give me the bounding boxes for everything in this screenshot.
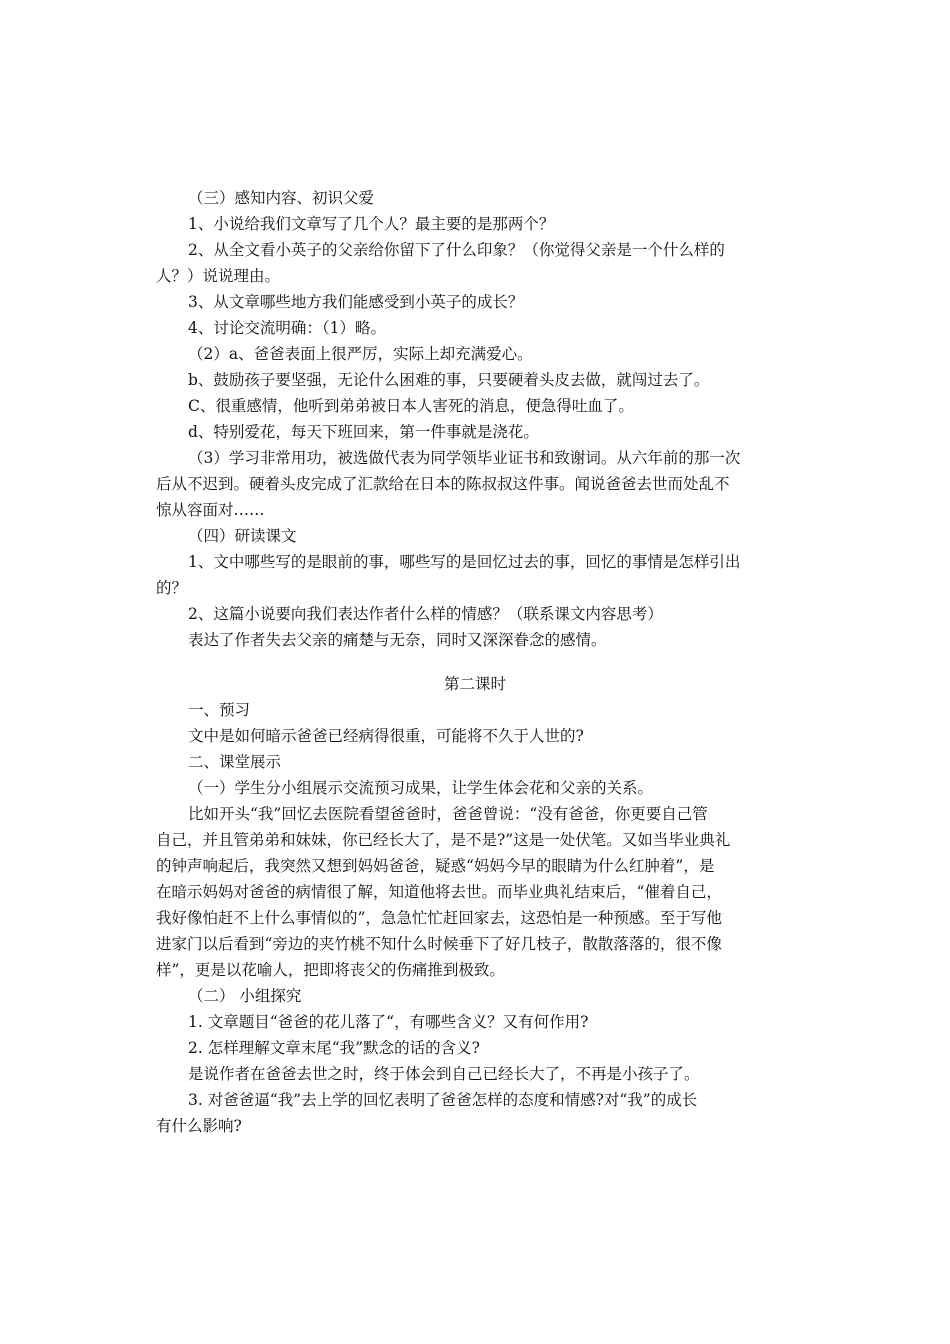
paragraph-line-7: 样”，更是以花喻人，把即将丧父的伤痛推到极致。: [156, 961, 505, 979]
answer-3-line-3: 惊从容面对……: [156, 501, 265, 519]
question-3: 3、从文章哪些地方我们能感受到小英子的成长？: [188, 293, 524, 311]
reading-question-1-line-2: 的？: [156, 579, 188, 597]
preview-question: 文中是如何暗示爸爸已经病得很重，可能将不久于人世的?: [188, 727, 584, 745]
inquiry-question-1: 1. 文章题目“爸爸的花儿落了“，有哪些含义？又有何作用?: [188, 1013, 589, 1031]
discussion-summary: 4、讨论交流明确：（1）略。: [188, 319, 386, 337]
reading-answer-2: 表达了作者失去父亲的痛楚与无奈，同时又深深眷念的感情。: [188, 631, 607, 649]
group-display-heading: （一）学生分小组展示交流预习成果，让学生体会花和父亲的关系。: [188, 779, 654, 797]
answer-2d: d、特别爱花，每天下班回来，第一件事就是浇花。: [188, 423, 539, 441]
section-heading-4: （四）研读课文: [188, 527, 297, 545]
section-heading-3: （三）感知内容、初识父爱: [188, 189, 375, 207]
answer-3-line-2: 后从不迟到。硬着头皮完成了汇款给在日本的陈叔叔这件事。闻说爸爸去世而处乱不: [156, 475, 730, 493]
reading-question-2: 2、这篇小说要向我们表达作者什么样的情感？（联系课文内容思考）: [188, 605, 663, 623]
group-inquiry-heading: （二） 小组探究: [188, 987, 302, 1005]
preview-heading: 一、预习: [188, 701, 251, 719]
answer-2b: b、鼓励孩子要坚强，无论什么困难的事，只要硬着头皮去做，就闯过去了。: [188, 371, 710, 389]
paragraph-line-2: 自己，并且管弟弟和妹妹，你已经长大了，是不是?”这是一处伏笔。又如当毕业典礼: [156, 831, 731, 849]
paragraph-line-3: 的钟声响起后，我突然又想到妈妈爸爸，疑惑“妈妈今早的眼睛为什么红肿着”，是: [156, 857, 715, 875]
answer-3-line-1: （3）学习非常用功，被选做代表为同学领毕业证书和致谢词。从六年前的那一次: [188, 449, 741, 467]
question-2-line-2: 人？）说说理由。: [156, 267, 281, 285]
inquiry-question-2: 2. 怎样理解文章末尾“我”默念的话的含义?: [188, 1039, 480, 1057]
paragraph-line-6: 进家门以后看到“旁边的夹竹桃不知什么时候垂下了好几枝子，散散落落的，很不像: [156, 935, 722, 953]
question-2-line-1: 2、从全文看小英子的父亲给你留下了什么印象？（你觉得父亲是一个什么样的: [188, 241, 725, 259]
paragraph-line-1: 比如开头“我”回忆去医院看望爸爸时，爸爸曾说：“没有爸爸，你更要自己管: [188, 805, 708, 823]
inquiry-answer-2: 是说作者在爸爸去世之时，终于体会到自己已经长大了，不再是小孩子了。: [188, 1065, 700, 1083]
inquiry-question-3-line-1: 3. 对爸爸逼“我”去上学的回忆表明了爸爸怎样的态度和情感?对“我”的成长: [188, 1091, 698, 1109]
answer-2c: C、很重感情，他听到弟弟被日本人害死的消息，便急得吐血了。: [188, 397, 634, 415]
paragraph-line-4: 在暗示妈妈对爸爸的病情很了解，知道他将去世。而毕业典礼结束后，“催着自己，: [156, 883, 722, 901]
paragraph-line-5: 我好像怕赶不上什么事情似的”，急急忙忙赶回家去，这恐怕是一种预感。至于写他: [156, 909, 722, 927]
answer-2a: （2）a、爸爸表面上很严厉，实际上却充满爱心。: [188, 345, 533, 363]
lesson-title: 第二课时: [443, 675, 506, 693]
classroom-heading: 二、课堂展示: [188, 753, 282, 771]
inquiry-question-3-line-2: 有什么影响?: [156, 1117, 242, 1135]
reading-question-1-line-1: 1、文中哪些写的是眼前的事，哪些写的是回忆过去的事，回忆的事情是怎样引出: [188, 553, 741, 571]
question-1: 1、小说给我们文章写了几个人？最主要的是那两个？: [188, 215, 555, 233]
